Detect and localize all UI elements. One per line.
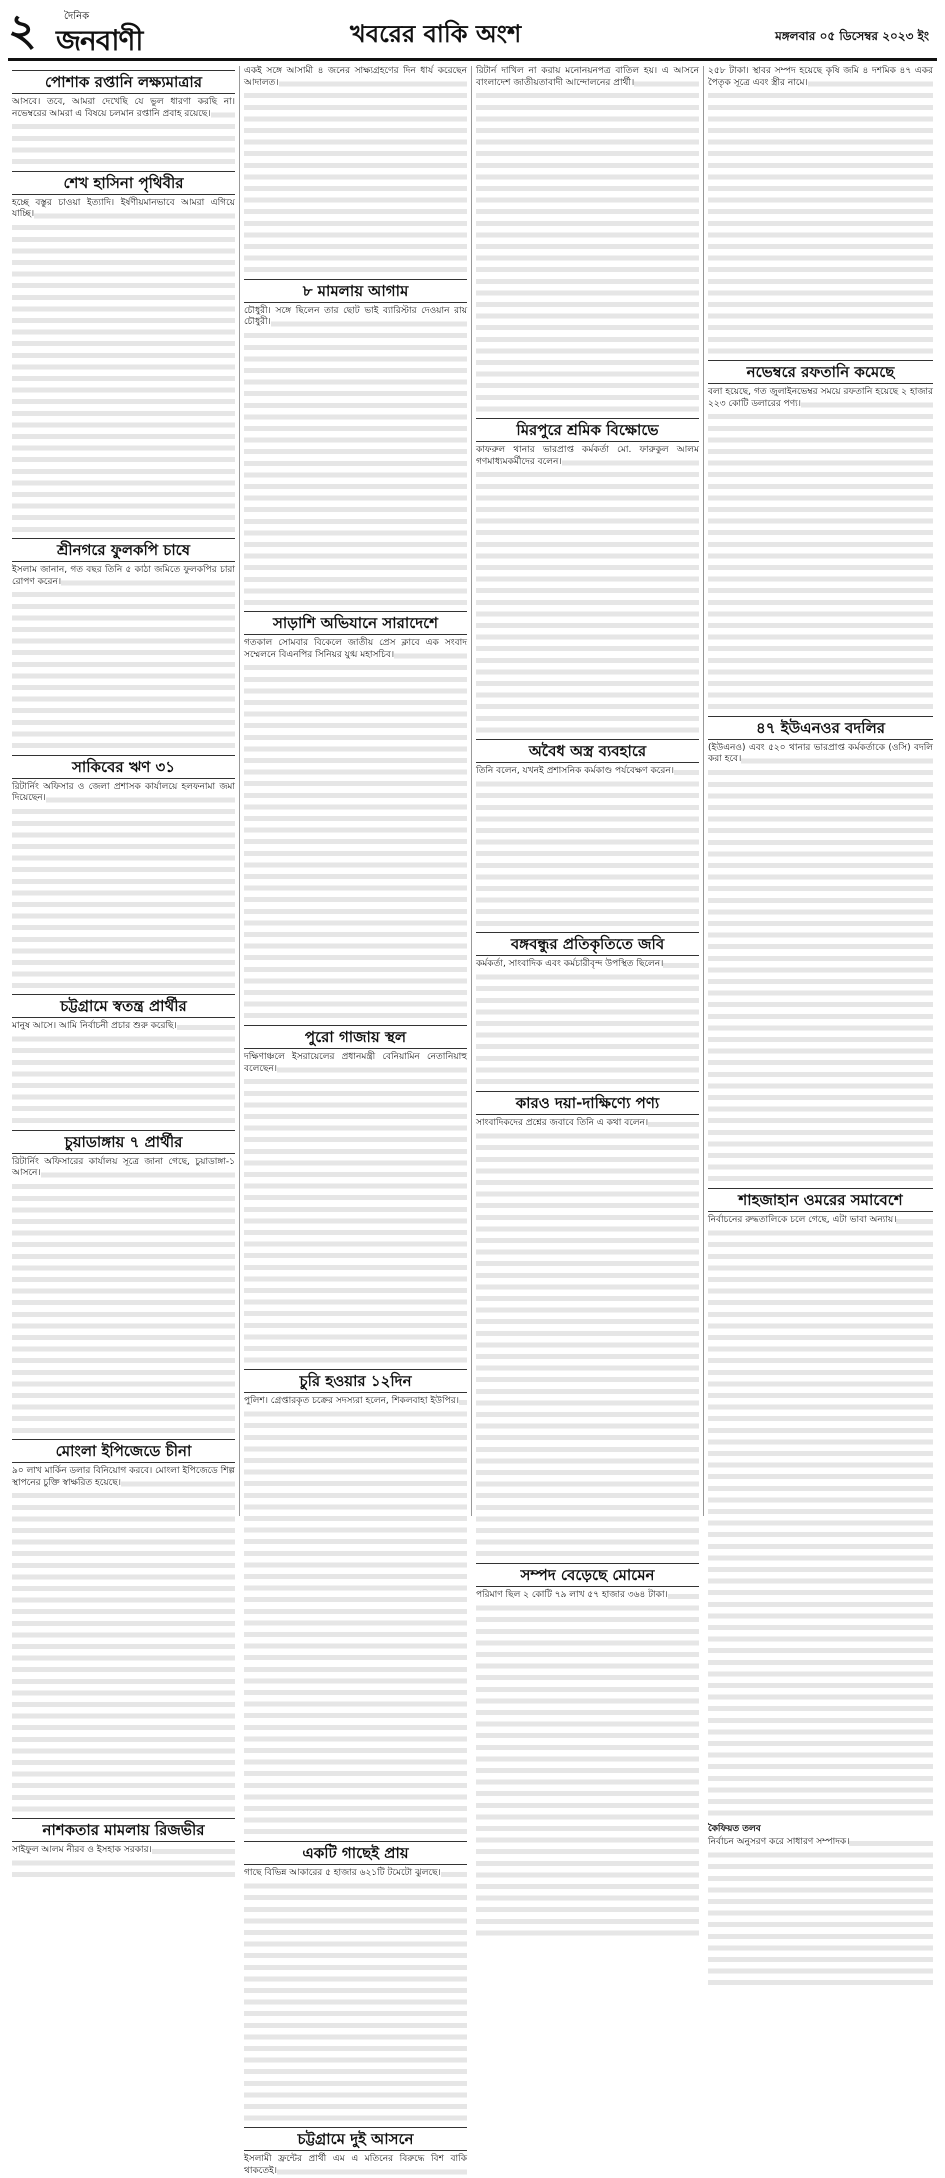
article-headline[interactable]: পোশাক রপ্তানি লক্ষ্যমাত্রার xyxy=(12,70,235,94)
article-body xyxy=(476,1590,699,1938)
article-lead-text: তিনি বলেন, যখনই প্রশাসনিক কর্মকাণ্ড পর্যবেক্ষণ করেন। xyxy=(476,766,674,776)
article-body xyxy=(476,66,699,414)
article-headline[interactable]: সম্পদ বেড়েছে মোমেন xyxy=(476,1563,699,1587)
masthead-rule xyxy=(8,58,937,61)
article-headline[interactable]: চুয়াডাঙ্গায় ৭ প্রার্থীর xyxy=(12,1130,235,1154)
article-lead-text: (ইউএনও) এবং ৫২০ থানার ভারপ্রাপ্ত কর্মকর্তাকে (ওসি) বদলি করা হবে। xyxy=(708,742,933,765)
article[interactable] xyxy=(12,1130,235,1435)
article-lead-text: গাছে বিভিন্ন আকারের ৫ হাজার ৬২১টি টমেটো ঝুলছে। xyxy=(244,1868,441,1879)
logo-brand-text: জনবাণী xyxy=(56,24,143,57)
article-lead-text: পরিমাণ ছিল ২ কোটি ৭৯ লাখ ৫৭ হাজার ৩৬৪ টাকা। xyxy=(476,1589,668,1600)
article-headline[interactable]: চুরি হওয়ার ১২দিন xyxy=(244,1369,467,1393)
article[interactable] xyxy=(244,2127,467,2177)
article[interactable] xyxy=(12,1818,235,1880)
article-body xyxy=(244,2154,467,2177)
article-lead-text: বলা হয়েছে, গত জুলাইনভেম্বর সময়ে রফতানি হয়েছে ২ হাজার ২২৩ কোটি ডলারের পণ্য। xyxy=(708,387,933,409)
article[interactable] xyxy=(476,1091,699,1559)
article-headline[interactable]: শেখ হাসিনা পৃথিবীর xyxy=(12,171,235,195)
article-lead-text: ইসলাম জানান, গত বছর তিনি ৫ কাঠা জমিতে ফুলকপির চারা রোপণ করেন। xyxy=(12,564,235,587)
article-lead-text: গতকাল সোমবার বিকেলে জাতীয় প্রেস ক্লাবে এক সংবাদ সম্মেলনে বিএনপির সিনিয়র যুগ্ম মহাসচিব। xyxy=(244,638,467,660)
article[interactable] xyxy=(12,1439,235,1814)
article[interactable] xyxy=(476,932,699,1087)
article-lead-text: চৌধুরী। সঙ্গে ছিলেন তার ছোট ভাই ব্যারিস্টার দেওয়ান রায় চৌধুরী। xyxy=(244,305,467,328)
issue-date: মঙ্গলবার ০৫ ডিসেম্বর ২০২৩ ইং xyxy=(775,29,929,43)
article[interactable] xyxy=(12,755,235,991)
article-body xyxy=(244,66,467,275)
article[interactable] xyxy=(708,716,933,1184)
article[interactable] xyxy=(244,66,467,275)
article-body xyxy=(12,198,235,534)
article[interactable] xyxy=(12,70,235,167)
column-3 xyxy=(472,66,704,1600)
article-lead-text: ইসলামী ফ্রন্টের প্রার্থী এম এ মতিনের বিরুদ্ধে বিশ বাকি থাকতেই। xyxy=(244,2154,467,2176)
article-body xyxy=(476,766,699,928)
masthead xyxy=(8,6,937,56)
article-lead-text: ৯০ লাখ মার্কিন ডলার বিনিয়োগ করবে। মোংলা ইপিজেডে শিল্প স্থাপনের চুক্তি স্বাক্ষরিত হয়েছে। xyxy=(12,1466,235,1488)
article-body xyxy=(708,1837,933,1988)
article-headline[interactable]: সাকিবের ঋণ ৩১ xyxy=(12,755,235,779)
article[interactable] xyxy=(244,279,467,608)
article-body xyxy=(244,1396,467,1837)
article-headline[interactable]: চট্টগ্রামে দুই আসনে xyxy=(244,2127,467,2151)
article-headline[interactable]: মোংলা ইপিজেডে চীনা xyxy=(12,1439,235,1463)
column-2 xyxy=(240,66,472,2176)
article-lead-text: সাইফুল আলম নীরব ও ইসহাক সরকার। xyxy=(12,1845,152,1856)
article-body xyxy=(476,959,699,1087)
article-headline[interactable]: সাড়াশি অভিযানে সারাদেশে xyxy=(244,611,467,635)
article-headline[interactable]: মিরপুরে শ্রমিক বিক্ষোভে xyxy=(476,418,699,442)
article[interactable] xyxy=(12,171,235,534)
article-headline[interactable]: অবৈধ অস্ত্র ব্যবহারে xyxy=(476,739,699,763)
article[interactable] xyxy=(708,1821,933,1988)
article-body xyxy=(708,387,933,712)
article-lead-text: হচ্ছে বস্তুর চাওয়া ইত্যাদি। ইর্ষণীয়মানভাবে আমরা এগিয়ে যাচ্ছি। xyxy=(12,197,235,220)
article-lead-text: মানুষ আসে। আমি নির্বাচনী প্রচার শুরু করেছি। xyxy=(12,1021,177,1032)
column-1 xyxy=(8,66,240,1856)
article-columns xyxy=(8,66,937,2176)
article-body xyxy=(12,782,235,991)
article-lead-text: রিটার্ন দাখিল না করায় মনোনয়নপত্র বাতিল হয়। এ আসনে বাংলাদেশ জাতীয়তাবাদী আন্দোলনের প্রার্থী। xyxy=(476,66,699,88)
article-lead-text: কর্মকর্তা, সাংবাদিক এবং কর্মচারীবৃন্দ উপস্থিত ছিলেন। xyxy=(476,959,664,970)
article-body xyxy=(476,1118,699,1559)
article-lead-text: একই সঙ্গে আসামী ৪ জনের সাক্ষ্যগ্রহণের দিন ধার্য করেছেন আদালত। xyxy=(244,66,467,88)
section-title: খবরের বাকি অংশ xyxy=(350,20,522,48)
article-body xyxy=(12,1466,235,1814)
article[interactable] xyxy=(244,1369,467,1837)
article-body xyxy=(244,306,467,608)
article[interactable] xyxy=(12,994,235,1125)
article-subhead: কৈফিয়ত তলব xyxy=(708,1823,761,1834)
article-lead-text: পুলিশ। গ্রেপ্তারকৃত চক্রের সদস্যরা হলেন, শিকলবাহা ইউপির। xyxy=(244,1396,459,1407)
article-body xyxy=(12,1157,235,1435)
article[interactable] xyxy=(476,1563,699,1938)
article-headline[interactable]: ৮ মামলায় আগাম xyxy=(244,279,467,303)
article-headline[interactable]: চট্টগ্রামে স্বতন্ত্র প্রার্থীর xyxy=(12,994,235,1018)
article[interactable] xyxy=(244,1841,467,2123)
article-body xyxy=(12,97,235,167)
article[interactable] xyxy=(708,360,933,712)
article[interactable] xyxy=(244,611,467,1021)
article[interactable] xyxy=(12,538,235,751)
article-body xyxy=(708,66,933,356)
article-body xyxy=(12,1845,235,1880)
logo-daily-label: দৈনিক xyxy=(64,11,90,22)
article-headline[interactable]: নাশকতার মামলায় রিজভীর xyxy=(12,1818,235,1842)
article-body xyxy=(708,743,933,1184)
article-headline[interactable]: নভেম্বরে রফতানি কমেছে xyxy=(708,360,933,384)
article-body xyxy=(244,1052,467,1365)
article[interactable] xyxy=(708,66,933,356)
article-lead-text: দক্ষিণাঞ্চলে ইসরায়েলের প্রধানমন্ত্রী বেনিয়ামিন নেতানিয়াহু বলেছেন। xyxy=(244,1052,467,1074)
article-headline[interactable]: পুরো গাজায় স্থল xyxy=(244,1025,467,1049)
article-lead-text: নির্বাচন অনুসরণ করে সাধারণ সম্পাদক। xyxy=(708,1836,850,1847)
article[interactable] xyxy=(476,739,699,928)
article-lead-text: ২৫৮ টাকা। স্থাবর সম্পদ হয়েছে কৃষি জমি ৪ দশমিক ৪৭ একর পৈতৃক সূত্রে এবং স্ত্রীর নামে। xyxy=(708,66,933,88)
article[interactable] xyxy=(476,66,699,414)
article[interactable] xyxy=(708,1188,933,1818)
article-headline[interactable]: কারও দয়া-দাক্ষিণ্যে পণ্য xyxy=(476,1091,699,1115)
article-lead-text: নির্বাচনের রুদ্ধতালিকে চলে গেছে, এটা ভাবা অন্যায়। xyxy=(708,1214,897,1225)
article-body xyxy=(244,1868,467,2123)
article-body xyxy=(12,1021,235,1125)
article-headline[interactable]: ৪৭ ইউএনওর বদলির xyxy=(708,716,933,740)
article[interactable] xyxy=(476,418,699,735)
article[interactable] xyxy=(244,1025,467,1365)
article-headline[interactable]: বঙ্গবন্ধুর প্রতিকৃতিতে জবি xyxy=(476,932,699,956)
article-headline[interactable]: শাহজাহান ওমরের সমাবেশে xyxy=(708,1188,933,1212)
newspaper-logo[interactable] xyxy=(56,9,158,57)
column-4 xyxy=(704,66,937,1847)
article-body xyxy=(244,638,467,1021)
page-number: ২ xyxy=(8,5,37,56)
article-headline[interactable]: শ্রীনগরে ফুলকপি চাষে xyxy=(12,538,235,562)
article-lead-text: রিটার্নিং অফিসার ও জেলা প্রশাসক কার্যালয়ে হলফনামা জমা দিয়েছেন। xyxy=(12,781,235,804)
article-body xyxy=(12,565,235,751)
article-lead-text: সাংবাদিকদের প্রশ্নের জবাবে তিনি এ কথা বলেন। xyxy=(476,1117,649,1128)
article-lead-text: আসবে। তবে, আমরা দেখেছি যে ভুল ধারণা করছি না। নভেম্বরের আমরা এ বিষয়ে চলমান রপ্তানি প্রবাহ রয়েছে। xyxy=(12,97,235,119)
article-lead-text: কাফরুল থানার ভারপ্রাপ্ত কর্মকর্তা মো. ফারুকুল আলম গণমাধ্যমকর্মীদের বলেন। xyxy=(476,445,699,467)
article-headline[interactable]: একটি গাছেই প্রায় xyxy=(244,1841,467,1865)
article-lead-text: রিটার্নিং অফিসারের কার্যালয় সূত্রে জানা গেছে, চুয়াডাঙ্গা-১ আসনে। xyxy=(12,1156,235,1179)
article-body xyxy=(708,1215,933,1818)
article-body xyxy=(476,445,699,735)
